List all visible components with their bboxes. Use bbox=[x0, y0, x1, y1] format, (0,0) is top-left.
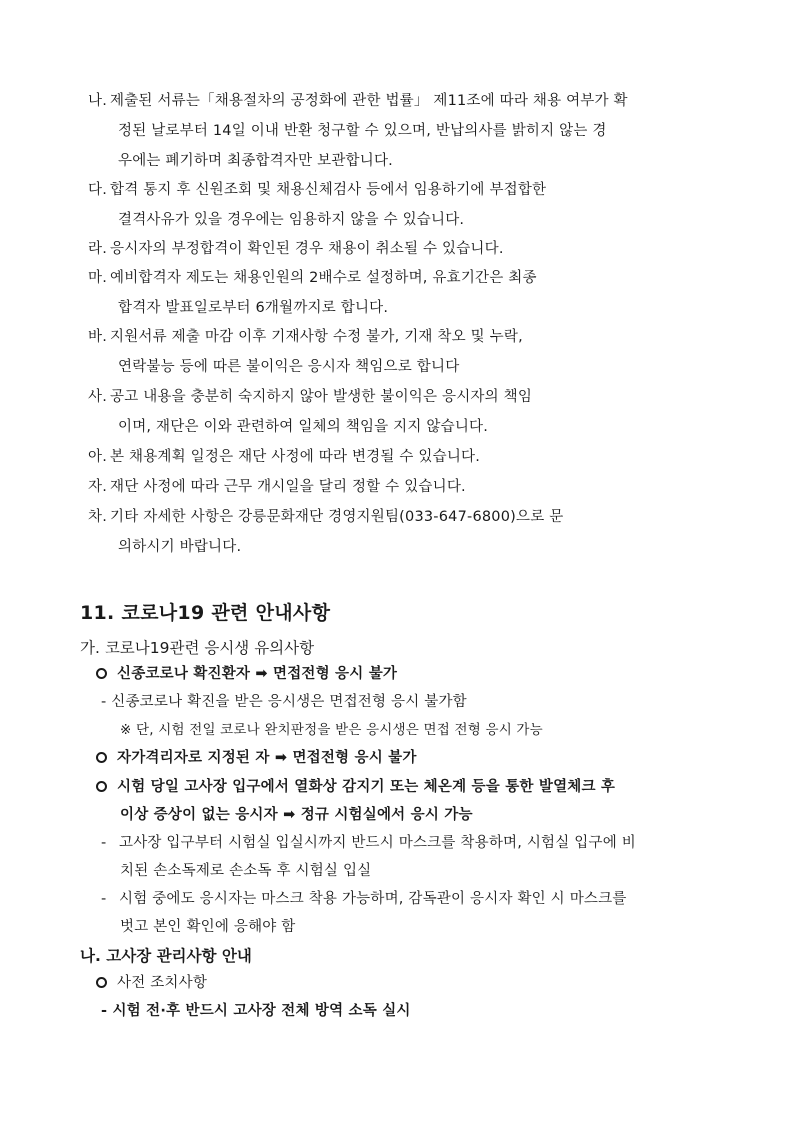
notice-marker: 다. bbox=[88, 182, 108, 198]
notice-text: 응시자의 부정합격이 확인된 경우 채용이 취소될 수 있습니다. bbox=[110, 241, 504, 257]
notice-cha-line-2: 의하시기 바랍니다. bbox=[118, 539, 242, 555]
notice-text: 재단 사정에 따라 근무 개시일을 달리 정할 수 있습니다. bbox=[110, 479, 466, 495]
item-result: 정규 시험실에서 응시 가능 bbox=[300, 807, 473, 823]
dash-bullet: - bbox=[101, 891, 107, 907]
item-mask-entry-line-2: 치된 손소독제로 손소독 후 시험실 입실 bbox=[120, 863, 372, 879]
circle-bullet-icon bbox=[96, 781, 107, 792]
notice-cha-line-1 bbox=[88, 507, 563, 527]
item-confirmed-note: ※ 단, 시험 전일 코로나 완치판정을 받은 응시생은 면접 전형 응시 가능 bbox=[120, 722, 543, 738]
notice-da-line-2: 결격사유가 있을 경우에는 임용하지 않을 수 있습니다. bbox=[118, 212, 465, 228]
notice-marker: 자. bbox=[88, 479, 108, 495]
item-confirmed-patient bbox=[96, 664, 397, 684]
notice-text: 본 채용계획 일정은 재단 사정에 따라 변경될 수 있습니다. bbox=[110, 449, 481, 465]
notice-marker: 바. bbox=[88, 329, 108, 345]
item-text: 자가격리자로 지정된 자 bbox=[117, 750, 270, 766]
notice-ja-line-1 bbox=[88, 477, 466, 497]
item-disinfection: - 시험 전·후 반드시 고사장 전체 방역 소독 실시 bbox=[101, 1003, 411, 1019]
notice-da-line-1 bbox=[88, 180, 546, 200]
item-text: 시험 중에도 응시자는 마스크 착용 가능하며, 감독관이 응시자 확인 시 마스크를 bbox=[119, 891, 627, 907]
item-mask-exam-line-1 bbox=[101, 889, 627, 909]
notice-marker: 차. bbox=[88, 509, 108, 525]
item-result: 면접전형 응시 불가 bbox=[272, 666, 398, 682]
item-mask-exam-line-2: 벗고 본인 확인에 응해야 함 bbox=[120, 919, 296, 935]
item-self-quarantine bbox=[96, 748, 417, 768]
item-text: 신종코로나 확진환자 bbox=[117, 666, 251, 682]
notice-a-line-1 bbox=[88, 447, 480, 467]
item-text: 사전 조치사항 bbox=[117, 975, 208, 991]
notice-text: 지원서류 제출 마감 이후 기재사항 수정 불가, 기재 착오 및 누락, bbox=[110, 329, 523, 345]
dash-bullet: - bbox=[101, 835, 107, 851]
arrow-right-icon: ➡ bbox=[255, 666, 268, 682]
notice-ra-line-1 bbox=[88, 239, 504, 259]
item-mask-entry-line-1 bbox=[101, 833, 636, 853]
notice-na-line-1 bbox=[88, 91, 628, 111]
item-fever-check-line-2 bbox=[120, 805, 473, 825]
notice-sa-line-2: 이며, 재단은 이와 관련하여 일체의 책임을 지지 않습니다. bbox=[118, 419, 489, 435]
arrow-right-icon: ➡ bbox=[274, 750, 288, 766]
notice-sa-line-1 bbox=[88, 387, 532, 407]
notice-text: 기타 자세한 사항은 강릉문화재단 경영지원팀(033-647-6800)으로 문 bbox=[110, 509, 564, 525]
notice-na-line-3: 우에는 폐기하며 최종합격자만 보관합니다. bbox=[118, 153, 393, 169]
notice-marker: 마. bbox=[88, 270, 108, 286]
notice-marker: 나. bbox=[88, 93, 108, 109]
subsection-b-title: 나. 고사장 관리사항 안내 bbox=[80, 947, 252, 965]
arrow-right-icon: ➡ bbox=[283, 807, 296, 823]
notice-marker: 라. bbox=[88, 241, 108, 257]
notice-ba-line-2: 연락불능 등에 따른 불이익은 응시자 책임으로 합니다 bbox=[118, 359, 460, 375]
circle-bullet-icon bbox=[96, 668, 107, 679]
item-pre-measures bbox=[96, 973, 207, 993]
item-text: 이상 증상이 없는 응시자 bbox=[120, 807, 278, 823]
section-title: 11. 코로나19 관련 안내사항 bbox=[80, 602, 331, 624]
notice-marker: 아. bbox=[88, 449, 108, 465]
notice-na-line-2: 정된 날로부터 14일 이내 반환 청구할 수 있으며, 반납의사를 밝히지 않는 경 bbox=[118, 123, 607, 139]
notice-ba-line-1 bbox=[88, 327, 523, 347]
notice-ma-line-2: 합격자 발표일로부터 6개월까지로 합니다. bbox=[118, 300, 389, 316]
notice-text: 합격 통지 후 신원조회 및 채용신체검사 등에서 임용하기에 부접합한 bbox=[110, 182, 547, 198]
item-text: 고사장 입구부터 시험실 입실시까지 반드시 마스크를 착용하며, 시험실 입구에 비 bbox=[119, 835, 636, 851]
notice-text: 공고 내용을 충분히 숙지하지 않아 발생한 불이익은 응시자의 책임 bbox=[110, 389, 533, 405]
item-result: 면접전형 응시 불가 bbox=[292, 750, 417, 766]
notice-marker: 사. bbox=[88, 389, 108, 405]
item-confirmed-detail: - 신종코로나 확진을 받은 응시생은 면접전형 응시 불가함 bbox=[101, 694, 467, 710]
circle-bullet-icon bbox=[96, 977, 107, 988]
notice-ma-line-1 bbox=[88, 268, 537, 288]
subsection-a-title: 가. 코로나19관련 응시생 유의사항 bbox=[80, 639, 315, 657]
item-text: 시험 당일 고사장 입구에서 열화상 감지기 또는 체온계 등을 통한 발열체크 후 bbox=[117, 779, 616, 795]
notice-text: 예비합격자 제도는 채용인원의 2배수로 설정하며, 유효기간은 최종 bbox=[110, 270, 537, 286]
circle-bullet-icon bbox=[96, 752, 107, 763]
item-fever-check-line-1 bbox=[96, 777, 615, 797]
notice-text: 제출된 서류는「채용절차의 공정화에 관한 법률」 제11조에 따라 채용 여부가 확 bbox=[110, 93, 628, 109]
